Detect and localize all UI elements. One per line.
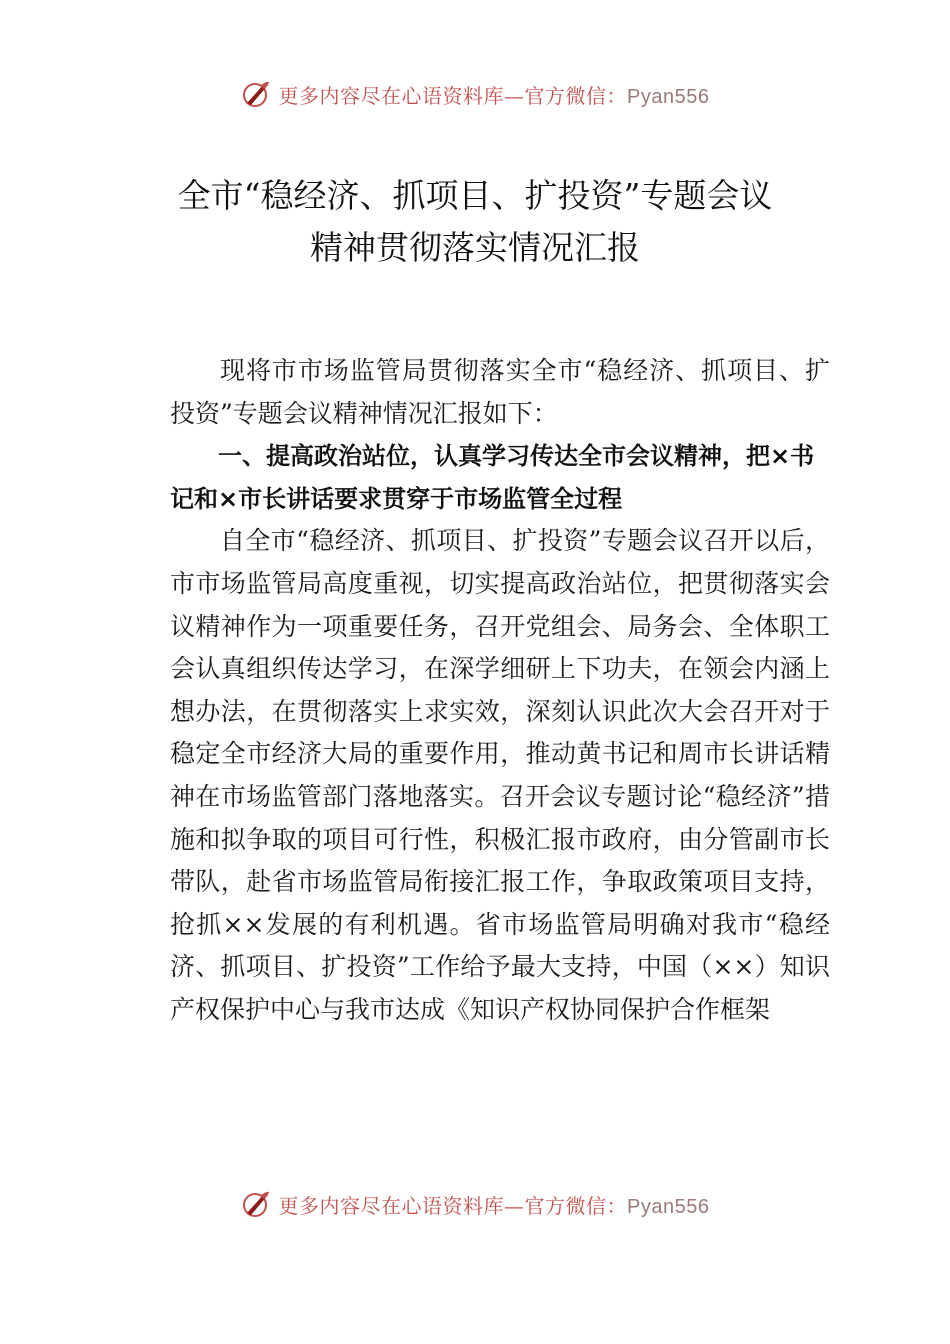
intro-paragraph: 现将市市场监管局贯彻落实全市“稳经济、抓项目、扩投资”专题会议精神情况汇报如下： [170, 356, 830, 428]
title-line-2: 精神贯彻落实情况汇报 [310, 228, 640, 267]
quill-pen-logo-icon [241, 79, 271, 109]
document-title [0, 170, 950, 274]
banner-text: 更多内容尽在心语资料库—官方微信：Pyan556 [278, 1193, 710, 1218]
quill-pen-logo-icon [241, 1189, 271, 1219]
header-banner [0, 74, 950, 114]
title-line-1: 全市“稳经济、抓项目、扩投资”专题会议 [177, 176, 773, 215]
wechat-id: Pyan556 [627, 1195, 710, 1218]
footer-banner [0, 1184, 950, 1224]
banner-text: 更多内容尽在心语资料库—官方微信：Pyan556 [278, 83, 710, 108]
section-1-paragraph: 自全市“稳经济、抓项目、扩投资”专题会议召开以后，市市场监管局高度重视，切实提高政治站位，把贯彻落实会议精神作为一项重要任务，召开党组会、局务会、全体职工会认真组织传达学习，在深学细研上下功夫，在领会内涵上想办法，在贯彻落实上求实效，深刻认识此次大会召开对于稳定全市经济大局的重要作用，推动黄书记和周市长讲话精神在市场监管部门落地落实。召开会议专题讨论“稳经济”措施和拟争取的项目可行性，积极汇报市政府，由分管副市长带队，赴省市场监管局衔接汇报工作，争取政策项目支持，抢抓××发展的有利机遇。省市场监管局明确对我市“稳经济、抓项目、扩投资”工作给予最大支持，中国（××）知识产权保护中心与我市达成《知识产权协同保护合作框架 [170, 526, 830, 1024]
wechat-id: Pyan556 [627, 85, 710, 108]
document-body [170, 350, 830, 1032]
section-1-heading: 一、提高政治站位，认真学习传达全市会议精神，把×书记和×市长讲话要求贯穿于市场监管全过程 [170, 442, 815, 513]
